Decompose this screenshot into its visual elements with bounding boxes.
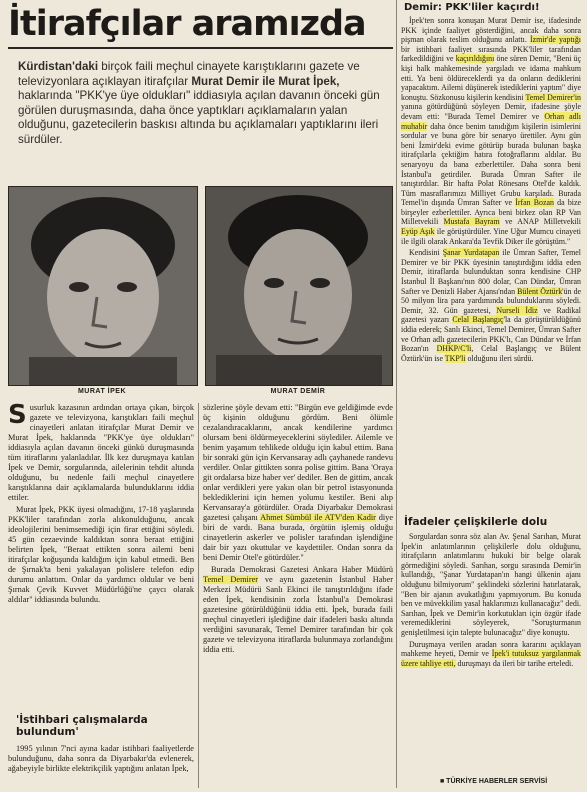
article-headline: İtirafçılar aramızda — [8, 4, 366, 44]
column-1-bottom — [8, 744, 194, 790]
col3-paragraph-2: Kendisini Şanar Yurdatapan ile Ümran Safter, Temel Demirer ve bir PKK üyesinin tanıştırdığını iddia eden Demir, itiraflarda bulunduktan sonra kendisine CHP İstanbul İl Başkanı'nın 800 dolar, Can Dündar, Ümran Safter ve Denizli Haber Ajansı'ndan Bülent Öztürk'ün de 50 milyon lira para yardımında bulunduklarını söyledi. Demir, 32. Gün gazetesi, Nurseli İdiz ve Radikal gazetesi yazarı Celal Başlangıç'la da görüştürüldüğünü iddia ederek; Sanlı Ekinci, Temel Demirer, Ümran Safter ve Orhan adlı gazetecilerin PKK'lı, Can Dündar ve İrfan Bozan'ın DHKP/C'li, Celal Başlangıç ve Bülent Öztürk'ün ise TKP'li olduğunu ileri sürdü. — [401, 248, 581, 363]
lead-bold-start: Kürdistan'daki — [18, 60, 99, 73]
highlight-temel-demirer: Temel Demirer — [203, 575, 259, 584]
col3-box-title: Demir: PKK'liler kaçırdı! — [404, 2, 540, 13]
photo-murat-demir — [205, 186, 393, 386]
column-divider-2 — [396, 0, 397, 788]
col1-subhead: 'İstihbari çalışmalarda bulundum' — [16, 714, 148, 738]
column-1 — [8, 400, 194, 711]
dropcap-letter: S — [8, 400, 27, 430]
col1-paragraph-2: Murat İpek, PKK üyesi olmadığını, 17-18 yaşlarında PKK'liler tarafından zorla alıkonulduğunu, ancak ideolojilerini benimsemediği için firar ettiğini söyledi. 45 gün cezaevinde kaldıktan sonra beraat ettiğini belirten İpek, "Beraat ettikten sonra ailemi beni itirafçılar koğuşunda kaldığım için kabul etmedi. Ben de Şırnak'ta beni yakalayan polislere telefon edip durumu anlattım. Onlar da yardımcı oldular ve beni Şırnak Çevik Kuvvet Müdürlüğü'ne çaycı olarak aldılar" iddiasında bulundu. — [8, 505, 194, 604]
lead-bold-names: Murat Demir ile Murat İpek, — [191, 74, 340, 88]
article-lead — [18, 60, 390, 147]
column-divider-1 — [198, 403, 199, 788]
col3-paragraph-4: Duruşmaya verilen aradan sonra kararını açıklayan mahkeme heyeti, Demir ve İpek'i tutuksuz yargılanmak üzere tahliye etti, duruşmayı da ileri bir tarihe erteledi. — [401, 639, 581, 668]
col2-paragraph-1: sözlerine şöyle devam etti: "Birgün eve geldiğimde evde üç kişinin olduğunu gördüm. Beni ölümle cezalandıracaklarını, ancak kendilerine yardımcı olursam beni öldürmeyeceklerini söylediler. Ailemle ve benim yaşamım tehlikede olduğu için kabul ettim. Bana bir sonraki gün için Kervansaray adlı çayhanede randevu verdiler. Onlar gittikten sonra polise gittim. Bana 'Oraya git ordalarsa bize haber ver' dediler. Ben de gittim, ancak onlar verdikleri yere yakın olan bir petrol istasyonunda beklediklerini için hemen yolumu kestiler. Beni alıp Kervansaray'a götürdüler. Orada Diyarbakır Demokrasi gazetesi çalışanı Ahmet Sümbül ile ATV'den Kadir diye biri de vardı. Bana burada, örgütün işlemiş olduğu cinayetlerin askerler ve polisler tarafından işlendiğine dair bir yazı okuttular ve kaydettiler. Ondan sonra da beni Demir Otel'e götürdüler." — [203, 403, 393, 562]
column-3 — [401, 16, 581, 512]
lead-text-1: birçok faili meçhul cinayete karıştıklarını gazete ve televizyonlara açıklayan itirafçılar — [18, 60, 360, 88]
col3-subhead: İfadeler çelişkilerle dolu — [404, 516, 548, 528]
column-2 — [203, 403, 393, 788]
lead-text-2: haklarında "PKK'ye üye oldukları" iddiasıyla açılan davanın önceki gün görülen duruşmasında, daha önce yaptıkları açıklamaların yalan olduğunu, gazetecilerin baskısı altında bu açıklamaları yaptıklarını ileri sürdüler. — [18, 89, 380, 146]
caption-murat-ipek: MURAT İPEK — [77, 388, 127, 395]
col1-paragraph-3: 1995 yılının 7'nci ayına kadar istihbari faaliyetlerde bulunduğunu, daha sonra da Diyarbakır'da evlenerek, ağabeyiyle birlikte elektrikçilik yaptığını anlatan İpek, — [8, 744, 194, 773]
headline-rule — [8, 47, 393, 49]
photo-murat-ipek — [8, 186, 198, 386]
column-3-bottom — [401, 532, 581, 776]
news-service-credit: ■ TÜRKİYE HABERLER SERVİSİ — [440, 778, 548, 785]
col2-paragraph-2: Burada Demokrasi Gazetesi Ankara Haber Müdürü Temel Demirer ve aynı gazetenin İstanbul Haber Merkezi Müdürü Sanlı Ekinci ile tanıştırıldığını ifade eden İpek, kendisinin zorla İstanbul'a Demokrasi gazetesine götürüldüğünü iddia etti. İpek, burada faili meçhul cinayetleri işlediğine dair ifadeleri baskı altında verdiğini savunarak, Temel Demirer tarafından bir çok gazete ve televizyona itiraflarda bulunmaya zorlandığını iddia etti. — [203, 565, 393, 654]
highlight-tahliye: İpek'i tutuksuz yargılanmak üzere tahliye etti, — [401, 649, 581, 668]
col3-paragraph-1: İpek'ten sonra konuşan Murat Demir ise, ifadesinde PKK içinde faaliyet gösterdiğini, ancak daha sonra pişman olarak teslim olduğunu anlattı. İzmir'de yaptığı bir istihbari faaliyet sırasında PKK'liler tarafından farkedildiğini ve kaçırıldığını öne süren Demir, "Beni üç kişi halk mahkemesinde yargıladı ve idama mahkum etti. Ya beni öldüreceklerdi ya da onların dediklerini yapacaktım. Ailemi düşünerek istediklerini yaptım" diye konuştu. Sözkonusu kişilerin kendisini Temel Demirer'in yanına götürdüğünü söyleyen Demir, ifadesine şöyle devam etti: "Burada Temel Demirer ve Orhan adlı muhabir daha önce benim tanıdığım kişilerin isimlerini sordular ve buna göre bir senaryo ürettiler. Aynı gün beni İzmir'deki evime götürüp burada bulunan başka itirafçılarla çektiğim hatıra fotoğraflarını aldılar. Bu senaryoyu da bana ezberlettiler. Daha sonra beni İstanbul'a getirdiler. Burada Ümran Safter ile tanıştırdılar. Bir hafta Polat Rönesans Otel'de kaldık. Tüm masraflarımızı Milliyet Grubu karşıladı. Burada Temel'in dışında Ümran Safter ve İrfan Bozan da bize birşeyler ezberlettiler. Ayrıca beni birkez olan RP Van Milletvekili Mustafa Bayram ve ANAP Milletvekili Eyüp Aşık ile görüştürdüler. Yine Uğur Mumcu cinayeti ile ilgili olarak Ankara'da Tevfik Diker ile görüştüm." — [401, 16, 581, 246]
col3-paragraph-3: Sorgulardan sonra söz alan Av. Şenal Sarıhan, Murat İpek'in anlatımlarının çelişkilerle dolu olduğunu, itirafçıların anlatımlarını hukuki bir belge olarak görmediğini söyledi. Sarıhan, sorgu sırasında Demir'in kullandığı, "Şanar Yurdatapan'ın hangi ülkenin ajanı olduğunu bilmiyorum" şeklindeki sözlerini hatırlatarak, "Ben bir ajanın avukatlığını yapmıyorum. Bu konuda ben ve müvekkilim yasal haklarımızı kullanacağız" dedi. Sarıhan, İpek ve Demir'in korkutukları için özgür ifade veremediklerini söyleyerek, "Soruşturmanın genişletilmesi için talepte bulunacağız" diye konuştu. — [401, 532, 581, 637]
highlight-ahmet-sumbul: Ahmet Sümbül ile ATV'den Kadir — [260, 513, 376, 522]
caption-murat-demir: MURAT DEMİR — [270, 388, 326, 395]
col1-paragraph-1: usurluk kazasının ardından ortaya çıkan, birçok gazete ve televizyona, karıştıkları faili meçhul cinayetleri anlatan itirafçılar Murat Demir ve Murat İpek, haklarında "PKK'ye üye oldukları" iddiasıyla açılan davanın önceki günkü duruşmasında tüm itiraflarını yalanladılar. İlk kez duruşmaya katılan İpek ve Demir, sorgularında, ailelerinin tehdit altında olduğunu, bu nedenle faili meçhul cinayetlere karıştıklarına dair açıklamalarda bulunduklarını iddia ettiler. — [8, 403, 194, 502]
